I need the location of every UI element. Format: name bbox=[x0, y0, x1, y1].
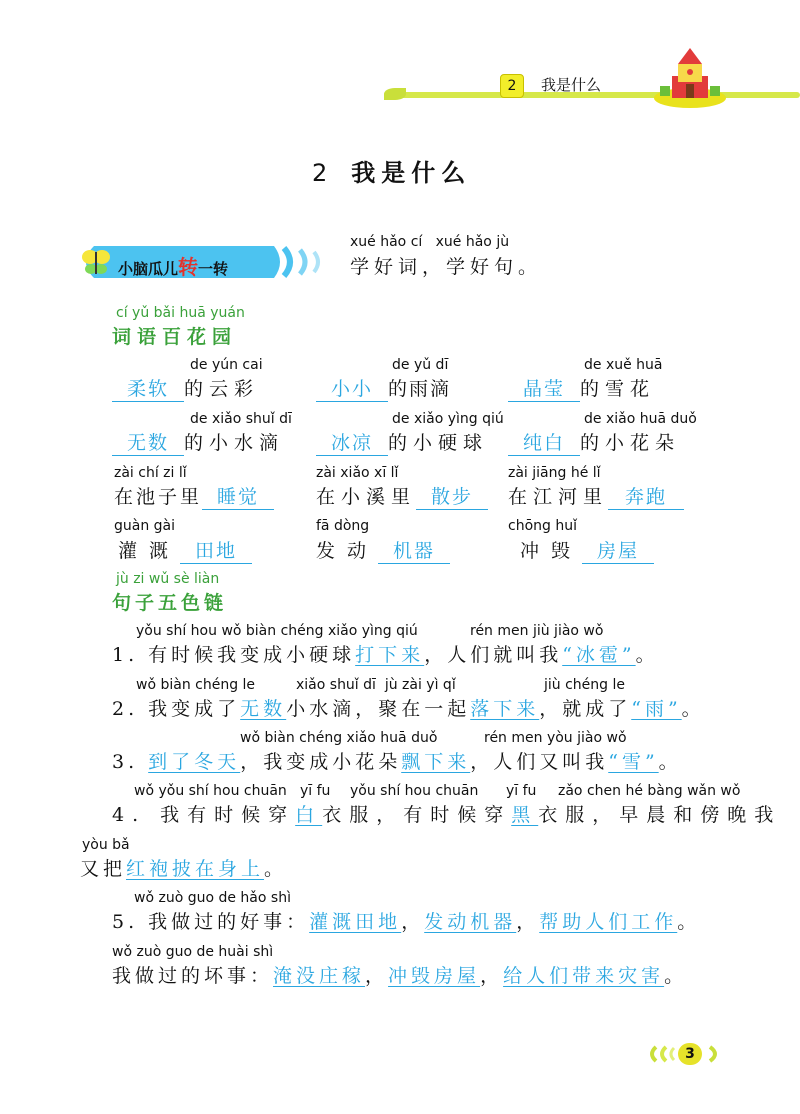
sentence-5b: 我做过的坏事：淹没庄稼，冲毁房屋，给人们带来灾害。 bbox=[112, 965, 688, 987]
sentence-5: 5. 我做过的好事：灌溉田地，发动机器，帮助人们工作。 bbox=[112, 911, 701, 933]
word-pinyin: zài xiǎo xī lǐ bbox=[316, 465, 399, 481]
banner-text: 学好词，学好句。 bbox=[350, 256, 543, 278]
word-pinyin: de xiǎo shuǐ dī bbox=[190, 411, 292, 427]
title-text: 我是什么 bbox=[351, 158, 472, 187]
answer: 冲毁房屋 bbox=[388, 965, 481, 987]
q2-pinyin-3: jiù chéng le bbox=[544, 677, 625, 693]
q4-pinyin-3: yǒu shí hou chuān bbox=[350, 783, 479, 799]
answer: 飘下来 bbox=[401, 751, 471, 773]
answer: 打下来 bbox=[355, 644, 425, 666]
answer-blank: 田地 bbox=[180, 536, 252, 564]
header-chapter-num: 2 bbox=[507, 78, 517, 94]
answer: 黑 bbox=[511, 804, 539, 826]
answer: 帮助人们工作 bbox=[539, 911, 678, 933]
title-number: 2 bbox=[312, 159, 334, 187]
word-item: 纯白 的小花朵 bbox=[508, 428, 680, 456]
page-number-deco-right-icon bbox=[706, 1045, 722, 1063]
page-number-deco-left-icon bbox=[646, 1045, 676, 1063]
answer: 灌溉田地 bbox=[309, 911, 402, 933]
word-pinyin: de xiǎo huā duǒ bbox=[584, 411, 697, 427]
butterfly-icon bbox=[80, 246, 112, 278]
answer-blank: 纯白 bbox=[508, 428, 580, 456]
answer: 到了冬天 bbox=[148, 751, 241, 773]
word-item: 发动 机器 bbox=[316, 536, 450, 564]
answer: “雨” bbox=[631, 698, 682, 720]
sentence-2: 2. 我变成了无数小水滴，聚在一起落下来，就成了“雨”。 bbox=[112, 698, 705, 720]
word-item: 小小 的雨滴 bbox=[316, 374, 451, 402]
header-chapter-badge bbox=[500, 74, 524, 98]
answer-blank: 房屋 bbox=[582, 536, 654, 564]
banner-pinyin: xué hǎo cí xué hǎo jù bbox=[350, 234, 510, 250]
banner-label: 小脑瓜儿转一转 bbox=[118, 255, 229, 279]
q4-pinyin-5: zǎo chen hé bàng wǎn wǒ bbox=[558, 783, 741, 799]
banner-highlight: 转 bbox=[178, 255, 199, 279]
castle-logo-icon bbox=[652, 46, 732, 110]
answer-blank: 散步 bbox=[416, 482, 488, 510]
q5-pinyin-2: wǒ zuò guo de huài shì bbox=[112, 944, 274, 960]
sentence-4-cont: 又把红袍披在身上。 bbox=[80, 858, 288, 880]
q4-pinyin-4: yī fu bbox=[506, 783, 537, 799]
answer-blank: 无数 bbox=[112, 428, 184, 456]
word-item: 在江河里 奔跑 bbox=[508, 482, 684, 510]
answer-blank: 柔软 bbox=[112, 374, 184, 402]
answer: “冰雹” bbox=[562, 644, 636, 666]
word-pinyin: zài jiāng hé lǐ bbox=[508, 465, 601, 481]
q3-pinyin: wǒ biàn chéng xiǎo huā duǒ bbox=[240, 730, 438, 746]
answer: “雪” bbox=[608, 751, 659, 773]
section2-title: 句子五色链 bbox=[112, 592, 228, 614]
word-pinyin: de xiǎo yìng qiú bbox=[392, 411, 504, 427]
word-pinyin: guàn gài bbox=[114, 518, 176, 534]
word-item: 晶莹 的雪花 bbox=[508, 374, 655, 402]
banner bbox=[74, 242, 334, 282]
sentence-1: 1. 有时候我变成小硬球打下来，人们就叫我“冰雹”。 bbox=[112, 644, 659, 666]
section2-pinyin: jù zi wǔ sè liàn bbox=[116, 571, 220, 587]
page-number: 3 bbox=[678, 1043, 702, 1065]
word-pinyin: zài chí zi lǐ bbox=[114, 465, 187, 481]
word-pinyin: chōng huǐ bbox=[508, 518, 577, 534]
q4-pinyin-2: yī fu bbox=[300, 783, 331, 799]
word-item: 柔软 的云彩 bbox=[112, 374, 259, 402]
header-chapter-title: 我是什么 bbox=[541, 76, 602, 94]
word-item: 在池子里 睡觉 bbox=[114, 482, 274, 510]
word-pinyin: de xuě huā bbox=[584, 357, 663, 373]
q1-pinyin: yǒu shí hou wǒ biàn chéng xiǎo yìng qiú bbox=[136, 623, 418, 639]
page-title bbox=[312, 153, 471, 188]
answer-blank: 睡觉 bbox=[202, 482, 274, 510]
word-pinyin: fā dòng bbox=[316, 518, 370, 534]
sentence-4: 4. 我有时候穿白衣服，有时候穿黑衣服，早晨和傍晚我 bbox=[112, 804, 782, 826]
answer: 落下来 bbox=[470, 698, 540, 720]
word-pinyin: de yǔ dī bbox=[392, 357, 449, 373]
word-item: 冰凉 的小硬球 bbox=[316, 428, 488, 456]
answer: 淹没庄稼 bbox=[273, 965, 366, 987]
q4-pinyin-6: yòu bǎ bbox=[82, 837, 130, 853]
word-item: 冲毁 房屋 bbox=[520, 536, 654, 564]
answer: 给人们带来灾害 bbox=[503, 965, 665, 987]
q4-pinyin: wǒ yǒu shí hou chuān bbox=[134, 783, 287, 799]
answer-blank: 小小 bbox=[316, 374, 388, 402]
answer-blank: 奔跑 bbox=[608, 482, 684, 510]
q3-pinyin-2: rén men yòu jiào wǒ bbox=[484, 730, 627, 746]
answer: 无数 bbox=[240, 698, 287, 720]
answer: 红袍披在身上 bbox=[126, 858, 265, 880]
sentence-3: 3. 到了冬天，我变成小花朵飘下来，人们又叫我“雪”。 bbox=[112, 751, 682, 773]
word-pinyin: de yún cai bbox=[190, 357, 263, 373]
answer: 发动机器 bbox=[424, 911, 517, 933]
q2-pinyin-2: xiǎo shuǐ dī jù zài yì qǐ bbox=[296, 677, 456, 693]
q5-pinyin: wǒ zuò guo de hǎo shì bbox=[134, 890, 291, 906]
header-leaf-icon bbox=[384, 88, 406, 100]
q1-pinyin-2: rén men jiù jiào wǒ bbox=[470, 623, 604, 639]
answer: 白 bbox=[295, 804, 323, 826]
section1-pinyin: cí yǔ bǎi huā yuán bbox=[116, 305, 245, 321]
answer-blank: 机器 bbox=[378, 536, 450, 564]
answer-blank: 晶莹 bbox=[508, 374, 580, 402]
word-item: 在小溪里 散步 bbox=[316, 482, 488, 510]
word-item: 无数 的小水滴 bbox=[112, 428, 284, 456]
answer-blank: 冰凉 bbox=[316, 428, 388, 456]
word-item: 灌溉 田地 bbox=[118, 536, 252, 564]
section1-title: 词语百花园 bbox=[112, 326, 238, 348]
q2-pinyin: wǒ biàn chéng le bbox=[136, 677, 256, 693]
